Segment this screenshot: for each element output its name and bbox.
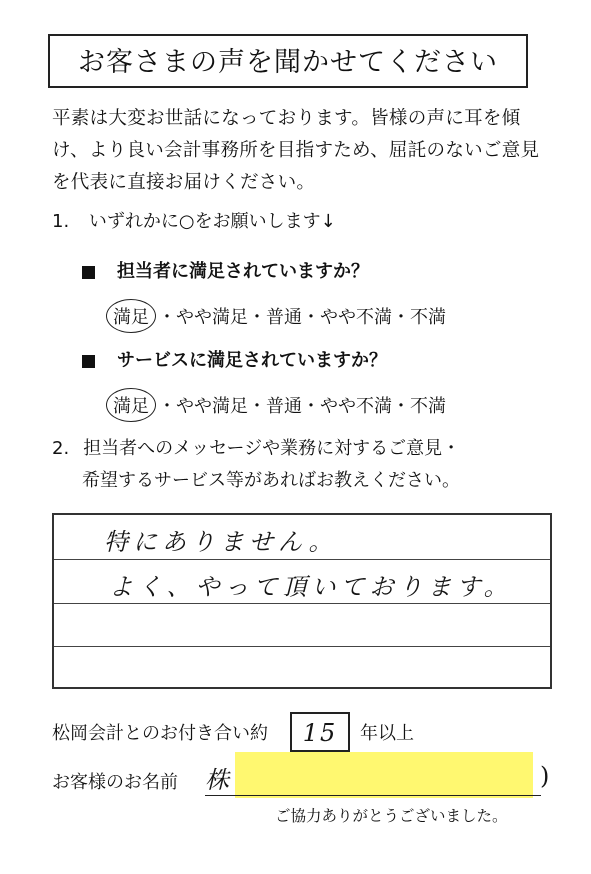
- handwritten-answer-line-2: よく、やって頂いております。: [109, 573, 513, 601]
- staff-satisfaction-question: [82, 257, 369, 283]
- square-bullet-icon: [82, 355, 95, 368]
- service-option[interactable]: 不満: [410, 396, 446, 417]
- relationship-years-row: [52, 712, 414, 752]
- answer-rule: [54, 646, 550, 647]
- question-2-line-1: 担当者へのメッセージや業務に対するご意見・: [83, 438, 461, 459]
- question-2-number: 2.: [52, 438, 70, 459]
- staff-satisfaction-options: 満足 ・ やや満足 ・ 普通 ・ やや不満 ・ 不満: [115, 299, 446, 333]
- staff-option[interactable]: やや満足: [176, 307, 248, 328]
- service-question-text: サービスに満足されていますか？: [117, 350, 387, 371]
- thank-you-text: ご協力ありがとうございました。: [275, 807, 508, 825]
- service-option-selected[interactable]: 満足: [106, 388, 156, 422]
- customer-name-start: 株: [205, 766, 234, 794]
- years-input[interactable]: 15: [290, 712, 350, 752]
- name-underline[interactable]: [205, 795, 541, 796]
- question-1-text: いずれかに○をお願いします↓: [88, 211, 336, 232]
- staff-option[interactable]: やや不満: [320, 307, 392, 328]
- redaction-highlight: [235, 752, 533, 798]
- staff-question-text: 担当者に満足されていますか？: [117, 261, 369, 282]
- handwritten-answer-line-1: 特にありません。: [104, 528, 338, 556]
- staff-option[interactable]: 不満: [410, 307, 446, 328]
- service-option[interactable]: 普通: [266, 396, 302, 417]
- staff-option-selected[interactable]: 満足: [106, 299, 156, 333]
- staff-option[interactable]: 普通: [266, 307, 302, 328]
- service-satisfaction-question: [82, 346, 387, 372]
- service-option[interactable]: やや不満: [320, 396, 392, 417]
- square-bullet-icon: [82, 266, 95, 279]
- years-unit: 年以上: [360, 723, 414, 744]
- intro-paragraph: 平素は大変お世話になっております。皆様の声に耳を傾け、より良い会計事務所を目指すため、屈託のないご意見を代表に直接お届けください。: [52, 108, 540, 193]
- answer-rule: [54, 603, 550, 604]
- service-option[interactable]: やや満足: [176, 396, 248, 417]
- service-satisfaction-options: 満足 ・ やや満足 ・ 普通 ・ やや不満 ・ 不満: [115, 388, 446, 422]
- question-1-number: 1.: [52, 211, 70, 232]
- survey-title: お客さまの声を聞かせてください: [48, 34, 528, 88]
- years-label: 松岡会計とのお付き合い約: [52, 723, 268, 744]
- question-1-heading: [52, 207, 336, 233]
- question-2-line-2: 希望するサービス等があればお教えください。: [82, 470, 460, 491]
- name-close-paren: ): [540, 762, 555, 790]
- question-2: [52, 433, 460, 497]
- customer-name-label: お客様のお名前: [52, 772, 178, 793]
- answer-rule: [54, 559, 550, 560]
- answer-box[interactable]: [52, 513, 552, 689]
